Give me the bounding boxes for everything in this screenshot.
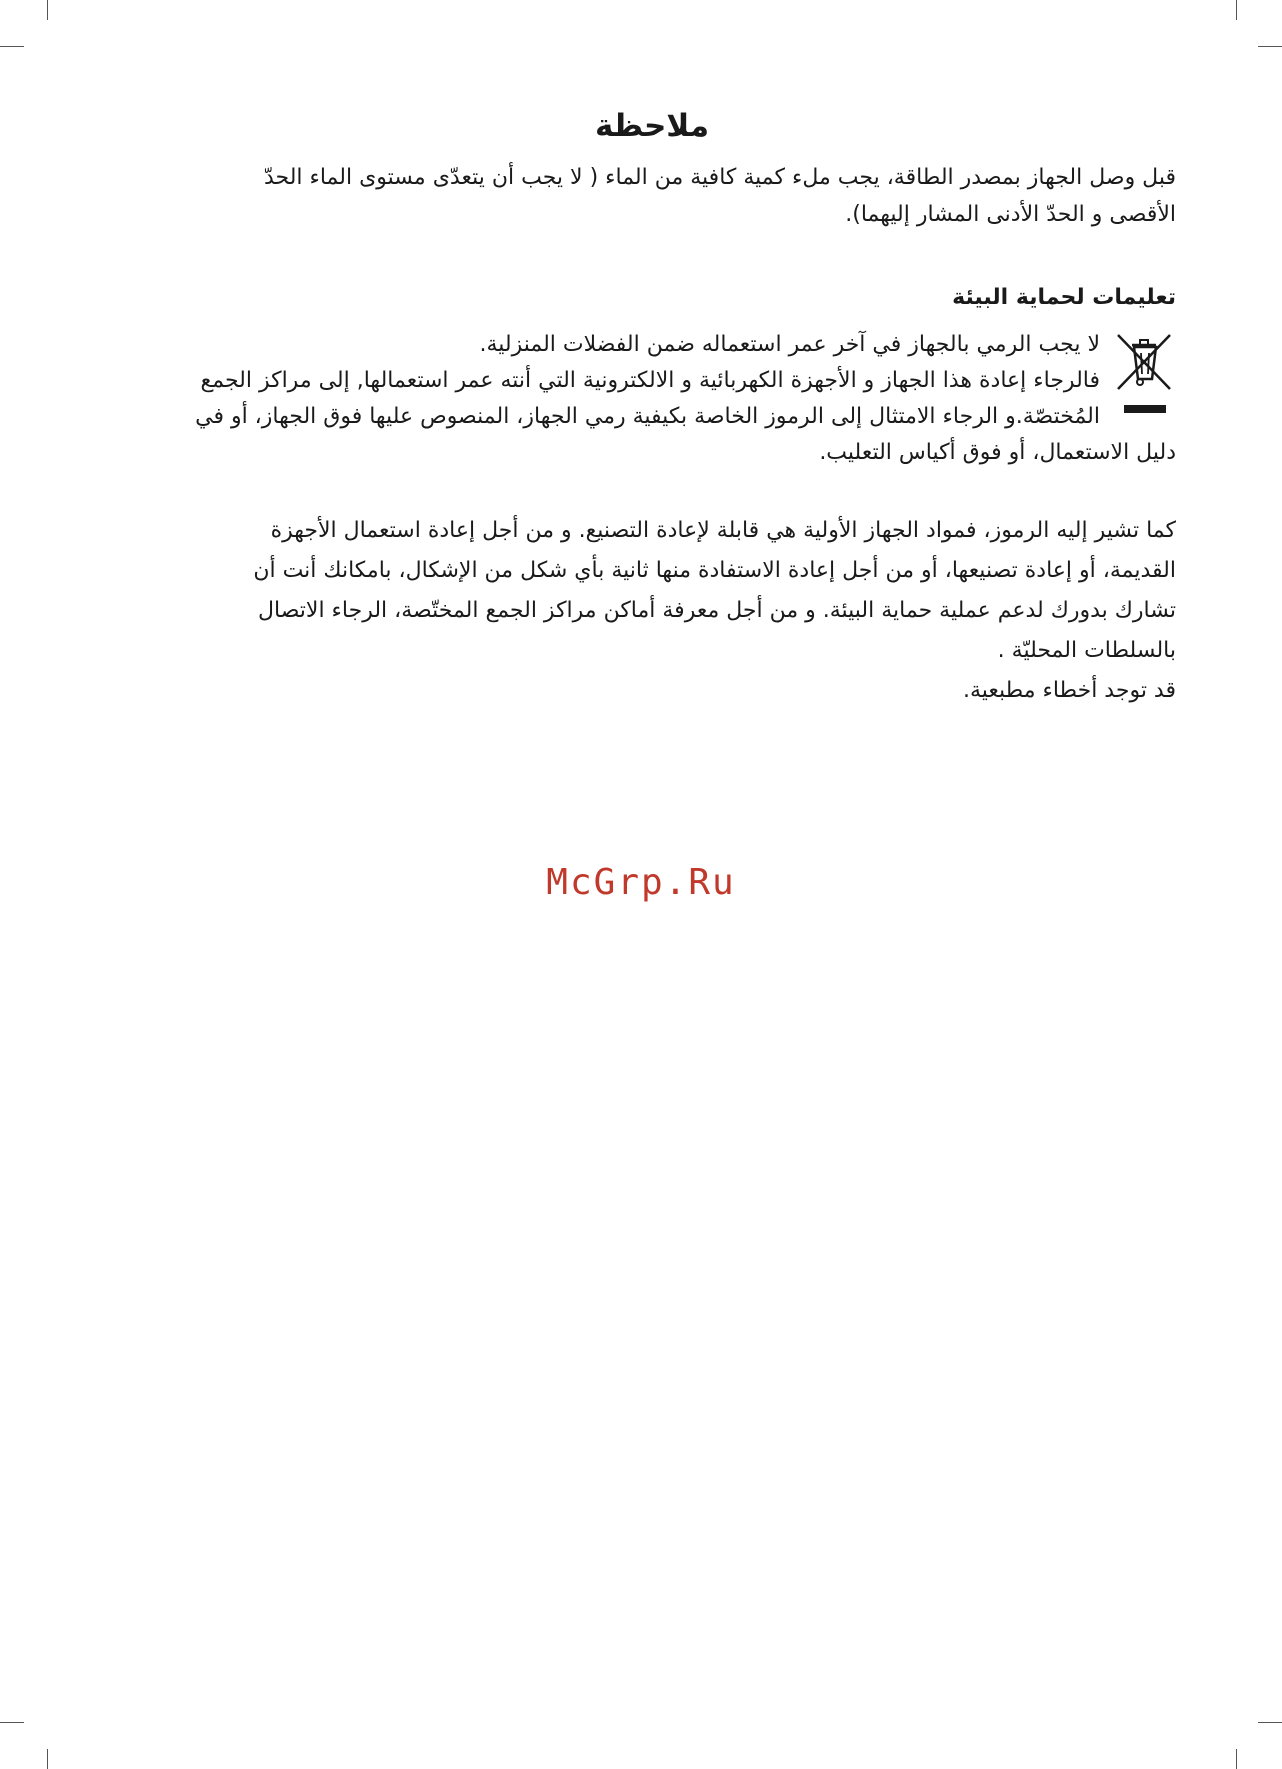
crop-mark — [1258, 46, 1282, 47]
recycling-paragraph — [128, 511, 1176, 711]
environment-line: دليل الاستعمال، أو فوق أكياس التعليب. — [819, 440, 1176, 466]
note-line: قبل وصل الجهاز بمصدر الطاقة، يجب ملء كمية كافية من الماء ( لا يجب أن يتعدّى مستوى الماء الحدّ — [263, 165, 1176, 191]
environment-line: المُختصّة.و الرجاء الامتثال إلى الرموز الخاصة بكيفية رمي الجهاز، المنصوص عليها فوق الجهاز، أو في — [195, 404, 1100, 430]
watermark: McGrp.Ru — [546, 862, 736, 903]
typo-disclaimer: قد توجد أخطاء مطبعية. — [963, 678, 1176, 704]
crop-mark — [1236, 1749, 1237, 1769]
note-line: الأقصى و الحدّ الأدنى المشار إليهما). — [845, 202, 1176, 228]
recycling-line: تشارك بدورك لدعم عملية حماية البيئة. و من أجل معرفة أماكن مراكز الجمع المختّصة، الرجاء الاتصال — [258, 598, 1176, 624]
note-paragraph — [128, 159, 1176, 233]
environment-title: تعليمات لحماية البيئة — [952, 285, 1176, 311]
recycling-line: القديمة، أو إعادة تصنيعها، أو من أجل إعادة الاستفادة منها ثانية بأي شكل من الإشكال، بامكانك أنت أن — [253, 558, 1176, 584]
recycling-line: بالسلطات المحليّة . — [997, 638, 1176, 664]
environment-paragraph — [128, 327, 1176, 471]
crossed-wheelie-bin-icon — [1112, 329, 1176, 417]
environment-block — [128, 327, 1176, 471]
environment-line: لا يجب الرمي بالجهاز في آخر عمر استعماله ضمن الفضلات المنزلية. — [479, 332, 1100, 358]
recycling-line: كما تشير إليه الرموز، فمواد الجهاز الأولية هي قابلة لإعادة التصنيع. و من أجل إعادة استعمال الأجهزة — [270, 518, 1176, 544]
crop-mark — [1258, 1722, 1282, 1723]
note-title: ملاحظة — [594, 108, 710, 144]
crop-mark — [0, 1722, 24, 1723]
crop-mark — [1236, 0, 1237, 20]
environment-line: فالرجاء إعادة هذا الجهاز و الأجهزة الكهربائية و الالكترونية التي أنته عمر استعمالها, إلى مراكز الجمع — [200, 368, 1100, 394]
document-body — [128, 108, 1176, 733]
crop-mark — [47, 0, 48, 20]
crop-mark — [47, 1749, 48, 1769]
crop-mark — [0, 46, 24, 47]
